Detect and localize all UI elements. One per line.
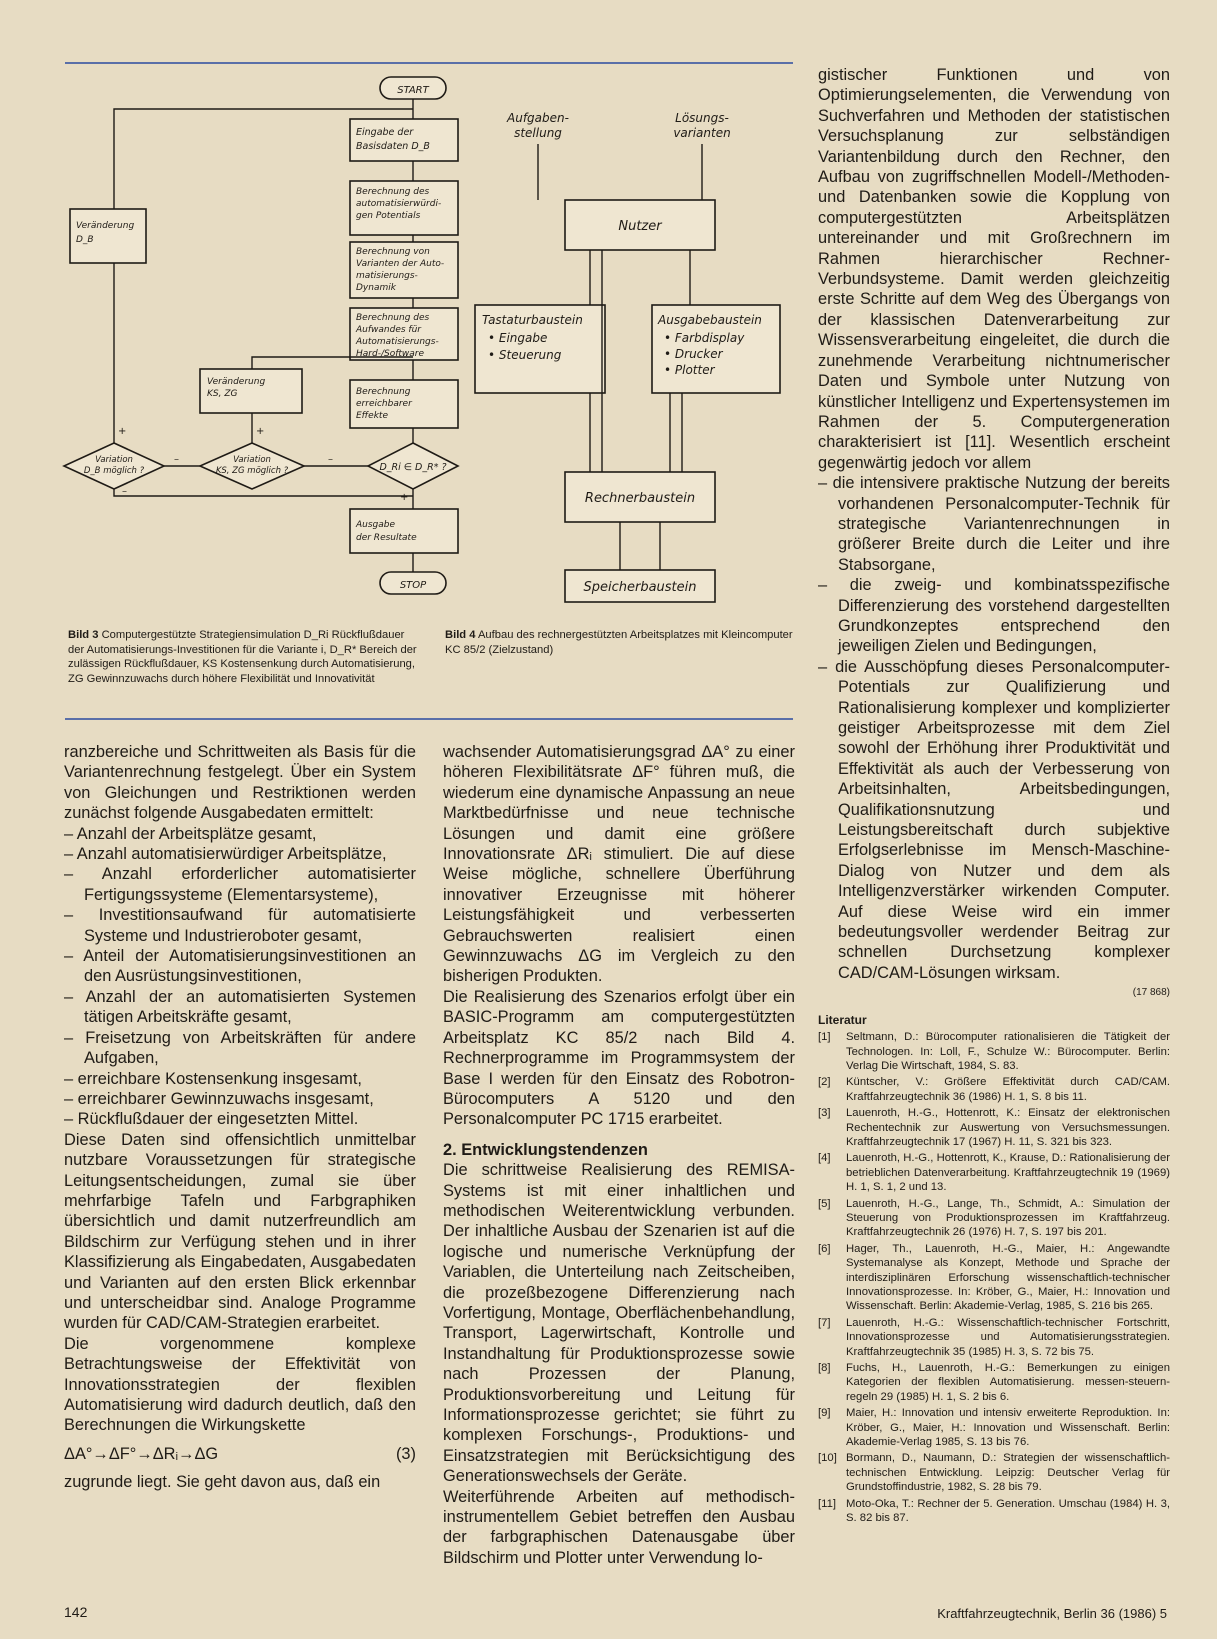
tast-item-2: • Steuerung [488,348,562,362]
minus-d2: – [174,454,179,465]
minus-d3: – [328,454,333,465]
col1-bullet-9: – erreichbarer Gewinnzuwachs insgesamt, [64,1089,416,1109]
mid-box-line-1: Veränderung [207,377,266,387]
output-line-2: varianten [673,126,731,140]
b1-line-2: Basisdaten D_B [356,141,430,152]
ref-text: Lauenroth, H.-G.: Wissenschaftlich-technischer Fortschritt, Innovationsprozesse und Automatisierungsstrategien. Kraftfahrzeugtechnik 35 (1985) H. 3, S. 72 bis 75. [846,1316,1170,1358]
figure-4-caption [445,628,797,657]
reference-item [818,1406,1170,1449]
section-heading: 2. Entwicklungstendenzen [443,1140,648,1159]
reference-item [818,1316,1170,1359]
figure-3-caption [68,628,420,686]
ref-number: [3] [818,1107,831,1120]
stop-label: STOP [399,580,427,591]
figure-4-caption-label: Bild 4 [445,629,476,641]
journal-footer: Kraftfahrzeugtechnik, Berlin 36 (1986) 5 [937,1606,1167,1621]
ref-number: [9] [818,1407,831,1420]
start-label: START [397,85,429,96]
input-line-1: Aufgaben- [507,111,569,125]
ref-number: [7] [818,1316,831,1329]
ref-number: [6] [818,1242,831,1255]
ref-text: Moto-Oka, T.: Rechner der 5. Generation. Umschau (1984) H. 3, S. 82 bis 87. [846,1497,1170,1525]
b2-line-2: automatisierwürdi- [356,199,442,209]
ausg-item-3: • Plotter [664,363,715,377]
box-eingabe-basisdaten [350,119,458,161]
b5-line-3: Effekte [356,411,388,421]
b2-line-3: gen Potentials [356,211,421,221]
reference-item [818,1030,1170,1073]
ref-text: Lauenroth, H.-G., Hottenrott, K., Krause, D.: Rationalisierung der betrieblichen Datenverarbeitung. Kraftfahrzeugtechnik 19 (1969) H. 1, S. 1, 2 und 13. [846,1152,1170,1194]
column-2 [443,742,795,1568]
output-line-1: Lösungs- [675,111,729,125]
column-1 [64,742,416,1493]
plus-d3: + [400,492,409,503]
b6-line-1: Ausgabe [356,520,396,530]
col2-paragraph-1: wachsender Automatisierungsgrad ΔA° zu einer höheren Flexibilitätsrate ΔF° führen muß, die wiederum eine dynamische Anpassung an neue Marktbedürfnisse und neue technische Lösungen und damit eine größere Innovationsrate ΔRᵢ stimuliert. Die auf diese Weise mögliche, schnellere Überführung innovativer Erzeugnisse mit höherer Leistungsfähigkeit und verbesserten Gebrauchswerten realisiert einen Gewinnzuwachs ΔG im Vergleich zu den bisherigen Produkten. [443,743,795,986]
col1-bullet-10: – Rückflußdauer der eingesetzten Mittel. [64,1109,416,1129]
b2-line-1: Berechnung des [356,187,430,197]
left-box-line-1: Veränderung [76,221,135,231]
b1-line-1: Eingabe der [356,127,414,138]
b5-line-2: erreichbarer [356,399,412,409]
col1-bullet-7: – Freisetzung von Arbeitskräften für andere Aufgaben, [64,1028,416,1069]
b4-line-1: Berechnung des [356,313,430,323]
reference-item [818,1106,1170,1149]
input-line-2: stellung [514,126,562,140]
b3-line-1: Berechnung von [356,247,430,257]
b3-line-4: Dynamik [356,283,396,293]
figure-3-caption-text: Computergestützte Strategiensimulation D_Ri Rückflußdauer der Automatisierungs-Investitionen für die Variante i, D_R* Bereich der zulässigen Rückflußdauer, KS Kostensenkung durch Automatisierung, ZG Gewinnzuwachs durch höhere Flexibilität und Innovativität [68,629,417,685]
reference-item [818,1361,1170,1404]
figure-3-flowchart [62,72,462,620]
ref-number: [8] [818,1362,831,1375]
reference-list [818,1030,1170,1525]
left-box-line-2: D_B [76,235,94,245]
ref-number: [2] [818,1076,831,1089]
tast-title: Tastaturbaustein [482,313,583,327]
ref-number: [11] [818,1497,837,1510]
formula-number: (3) [395,1444,416,1463]
reference-item [818,1197,1170,1240]
ref-text: Bormann, D., Naumann, D.: Strategien der wissenschaftlich-technischen Entwicklung. Leipzig: Deutscher Verlag für Grundstoffindustrie, 1982, S. 28 bis 79. [846,1452,1170,1494]
ref-text: Lauenroth, H.-G., Hottenrott, K.: Einsatz der elektronischen Rechentechnik zur Auswertung von Versuchsmessungen. Kraftfahrzeugtechnik 17 (1967) H. 11, S. 321 bis 323. [846,1107,1170,1148]
col1-bullet-2: – Anzahl automatisierwürdiger Arbeitsplätze, [64,844,416,864]
formula-text: ΔA°→ΔF°→ΔRᵢ→ΔG [64,1444,219,1463]
ref-text: Küntscher, V.: Größere Effektivität durch CAD/CAM. Kraftfahrzeugtechnik 36 (1986) H. 1, S. 8 bis 11. [846,1076,1170,1103]
reference-item [818,1151,1170,1194]
col2-paragraph-3: Die schrittweise Realisierung des REMISA-Systems ist mit einer inhaltlichen und methodischen Weiterentwicklung verbunden. Der inhaltliche Ausbau der Szenarien ist auf die logische und numerische Verknüpfung der Variablen, die Unterteilung nach Zeitscheiben, die prozeßbezogene Differenzierung nach Vorfertigung, Montage, Oberflächenbehandlung, Transport, Lagerwirtschaft, Kontrolle und Instandhaltung für Produktionsprozesse sowie nach Prozessen der Planung, Produktionsvorbereitung und Leitung für Informationsprozesse gerichtet; sie führt zu komplexen Forschungs-, Produktions- und Einsatzstrategien mit Berücksichtigung des Generationswechsels der Geräte. [443,1161,795,1486]
col1-paragraph-4: zugrunde liegt. Sie geht davon aus, daß ein [64,1473,381,1492]
col1-bullet-5: – Anteil der Automatisierungsinvestitionen an den Ausrüstungsinvestitionen, [64,946,416,987]
d2-line-1: Variation [233,455,271,465]
page-number: 142 [64,1604,88,1620]
b4-line-3: Automatisierungs- [356,337,439,347]
b4-line-2: Aufwandes für [356,325,421,335]
col3-bullet-1: – die intensivere praktische Nutzung der bereits vorhandenen Personalcomputer-Technik für strategische Variantenrechnungen in größerer Breite durch die Leiter und ihre Stabsorgane, [818,473,1170,575]
figure-4-block-diagram [470,100,790,605]
ref-text: Hager, Th., Lauenroth, H.-G., Maier, H.: Angewandte Systemanalyse als Konzept, Methode und Sprache der interdisziplinären Erforschung wissenschaftlich-technischer Innovationsprozesse. In: Kröber, G., Maier, H.: Innovation und Wissenschaft. Berlin: Akademie-Verlag, 1985, S. 216 bis 265. [846,1242,1170,1313]
literature-heading: Literatur [818,1012,867,1027]
col1-bullet-4: – Investitionsaufwand für automatisierte Systeme und Industrieroboter gesamt, [64,905,416,946]
ref-number: [4] [818,1152,831,1165]
col1-paragraph-1: ranzbereiche und Schrittweiten als Basis für die Variantenrechnung festgelegt. Über ein System von Gleichungen und Restriktionen werden zunächst folgende Ausgabedaten ermittelt: [64,743,416,823]
plus-d2: + [256,426,265,437]
ref-number: [5] [818,1197,831,1210]
b3-line-3: matisierungs- [356,271,418,281]
col3-bullet-3: – die Ausschöpfung dieses Personalcomputer-Potentials zur Qualifizierung und Rationalisierung komplexer und komplizierter geistiger Arbeitsprozesse mit dem Ziel sowohl der Erhöhung ihrer Produktivität und Effektivität als auch der Verbesserung von Arbeitsinhalten, Arbeitsbedingungen, Qualifikationsnutzung und Leistungsbereitschaft durch subjektive Erfolgserlebnisse im Mensch-Maschine-Dialog von Nutzer und dem als Intelligenzverstärker wirkenden Computer. Auf diese Weise wird ein immer bedeutungsvoller werdender Beitrag zur schnellen Durchsetzung komplexer CAD/CAM-Lösungen wirksam. [818,657,1170,984]
col1-bullet-3: – Anzahl erforderlicher automatisierter Fertigungssysteme (Elementarsysteme), [64,864,416,905]
col2-paragraph-2: Die Realisierung des Szenarios erfolgt über ein BASIC-Programm am computergestützten Arbeitsplatz KC 85/2 nach Bild 4. Rechnerprogramme im Programmsystem der Base I werden für den Einsatz des Robotron-Bürocomputers A 5120 und den Personalcomputer PC 1715 erarbeitet. [443,987,795,1129]
box-ausgabe-resultate [350,509,458,553]
d2-line-2: KS, ZG möglich ? [215,466,289,476]
column-3 [818,65,1170,1528]
ausg-item-2: • Drucker [664,347,723,361]
ref-text: Maier, H.: Innovation und intensiv erweiterte Reproduktion. In: Kröber, G., Maier, H.: Innovation und Wissenschaft. Berlin: Akademie-Verlag 1985, S. 13 bis 76. [846,1407,1170,1449]
ref-text: Fuchs, H., Lauenroth, H.-G.: Bemerkungen zu einigen Kategorien der flexiblen Automatisierung. messen-steuern-regeln 29 (1985) H. 1, S. 2 bis 6. [846,1362,1170,1403]
ref-text: Seltmann, D.: Bürocomputer rationalisieren die Tätigkeit der Technologen. In: Loll, F., Schulze W.: Bürocomputer. Berlin: Verlag Die Wirtschaft, 1984, S. 83. [846,1031,1170,1072]
article-code: (17 868) [1132,987,1170,999]
d1-line-1: Variation [95,455,133,465]
top-rule [65,62,793,64]
reference-item [818,1242,1170,1314]
col1-paragraph-2: Diese Daten sind offensichtlich unmittelbar nutzbare Voraussetzungen für strategische Leitungsentscheidungen, zumal sie über mehrfarbige Tafeln und Farbgraphiken übersichtlich und damit nutzerfreundlich am Bildschirm zur Verfügung stehen und in ihrer Klassifizierung als Eingabedaten, Ausgabedaten und Varianten auf den ersten Blick erkennbar und unterscheidbar sind. Analoge Programme wurden für CAD/CAM-Strategien erarbeitet. [64,1130,416,1333]
ausg-title: Ausgabebaustein [658,313,762,327]
figure-3-caption-label: Bild 3 [68,629,99,641]
plus-d1: + [118,426,127,437]
reference-item [818,1497,1170,1526]
col1-bullet-8: – erreichbare Kostensenkung insgesamt, [64,1069,416,1089]
rechner-label: Rechnerbaustein [584,491,696,506]
col1-bullet-1: – Anzahl der Arbeitsplätze gesamt, [64,824,416,844]
ref-number: [10] [818,1452,837,1465]
ref-text: Lauenroth, H.-G., Lange, Th., Schmidt, A.: Simulation der Steuerung von Produktionsprozessen im Kraftfahrzeug. Kraftfahrzeugtechnik 26 (1976) H. 7, S. 197 bis 201. [846,1197,1170,1239]
equation-3 [64,1444,416,1464]
b3-line-2: Varianten der Auto- [356,259,445,269]
col1-bullet-6: – Anzahl der an automatisierten Systemen tätigen Arbeitskräfte gesamt, [64,987,416,1028]
d3-label: D_Ri ∈ D_R* ? [379,462,447,473]
speicher-label: Speicherbaustein [583,580,697,595]
col2-paragraph-4: Weiterführende Arbeiten auf methodisch-instrumentellem Gebiet betreffen den Ausbau der farbgraphischen Datenausgabe über Bildschirm und Plotter unter Verwendung lo- [443,1487,795,1567]
ref-number: [1] [818,1031,831,1044]
b5-line-1: Berechnung [356,387,411,397]
col3-bullet-2: – die zweig- und kombinatsspezifische Differenzierung des vorstehend dargestellten Grundkonzeptes entsprechend den jeweiligen Zielen und Bedingungen, [818,575,1170,657]
b4-line-4: Hard-/Software [356,349,425,359]
reference-item [818,1451,1170,1494]
d1-line-2: D_B möglich ? [83,466,145,476]
mid-box-line-2: KS, ZG [207,389,238,399]
b6-line-2: der Resultate [356,533,417,543]
tast-item-1: • Eingabe [488,331,548,345]
ausg-item-1: • Farbdisplay [664,331,745,345]
minus-d1: – [122,486,127,497]
nutzer-label: Nutzer [618,219,662,234]
figure-4-caption-text: Aufbau des rechnergestützten Arbeitsplatzes mit Kleincomputer KC 85/2 (Zielzustand) [445,629,793,656]
middle-rule [65,718,793,720]
col1-paragraph-3: Die vorgenommene komplexe Betrachtungsweise der Effektivität von Innovationsstrategien der flexiblen Automatisierung wird dadurch deutlich, daß den Berechnungen die Wirkungskette [64,1334,416,1435]
reference-item [818,1075,1170,1104]
col3-paragraph-1: gistischer Funktionen und von Optimierungselementen, die Verwendung von Suchverfahren und Methoden der statistischen Versuchsplanung zur selbständigen Variantenbildung durch den Rechner, den Aufbau von zugriffschnellen Modell-/Methoden- und Datenbanken sowie die Kopplung von computergestützten Arbeitsplätzen untereinander und mit Großrechnern im Rahmen hierarchischer Rechner-Verbundsysteme. Damit werden gleichzeitig erste Schritte auf dem Weg des Übergangs von der klassischen Datenverarbeitung zur Wissensverarbeitung eingeleitet, die durch die zunehmende Verarbeitung nichtnumerischer Daten und Symbole unter Nutzung von künstlicher Intelligenz und Expertensystemen im Rahmen der 5. Computergeneration charakterisiert ist [11]. Wesentlich erscheint gegenwärtig jedoch vor allem [818,66,1170,472]
